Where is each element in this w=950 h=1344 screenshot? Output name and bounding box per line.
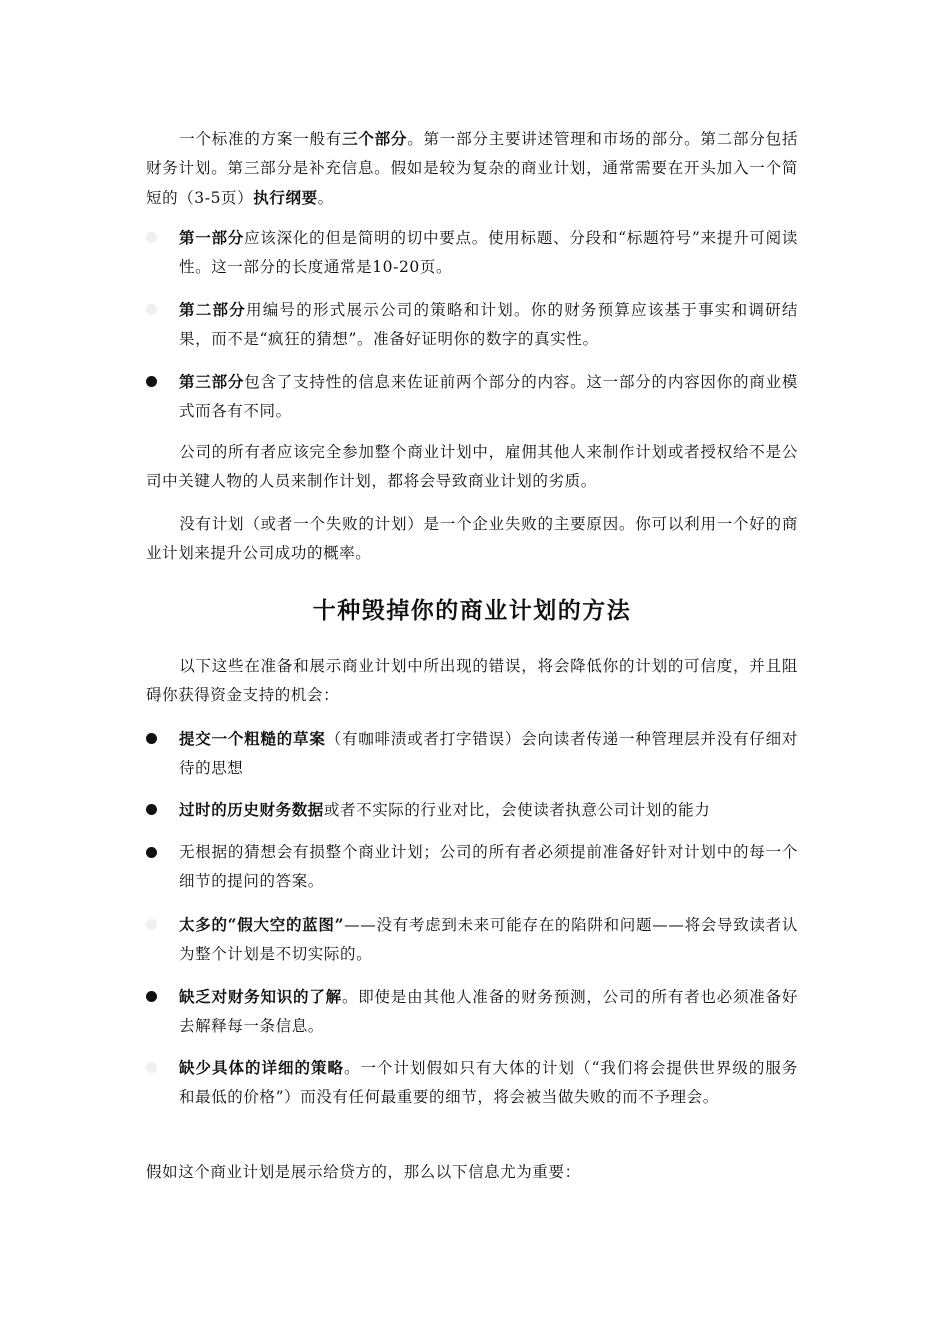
list-item-text [179,367,798,426]
list-item-body: 包含了支持性的信息来佐证前两个部分的内容。这一部分的内容因你的商业模式而各有不同。 [179,373,799,420]
list-item-body: 。即使是由其他人准备的财务预测，公司的所有者也必须准备好去解释每一条信息。 [179,988,798,1035]
no-plan-paragraph [146,510,798,568]
list-item-text [179,1053,798,1112]
list-item-body: 用编号的形式展示公司的策略和计划。你的财务预算应该基于事实和调研结果，而不是“疯狂的猜想”。准备好证明你的数字的真实性。 [179,301,798,348]
intro-bold-executive-summary: 执行纲要 [253,188,318,207]
intro-text-middle: 。第一部分主要讲述管理和市场的部分。第二部分包括财务计划。第三部分是补充信息。假如是较为复杂的商业计划，通常需要在开头加入一个简短的（3-5页） [146,130,798,207]
list-item-text [179,838,798,896]
bullet-icon [146,847,157,858]
list-item-bold: 缺乏对财务知识的了解 [179,987,342,1006]
intro-paragraph [146,124,798,213]
errors-intro-text: 以下这些在准备和展示商业计划中所出现的错误，将会降低你的计划的可信度，并且阻碍你获得资金支持的机会： [146,657,798,704]
list-item-bold: 第一部分 [179,228,245,247]
bullet-icon [146,1062,157,1073]
list-item-text [179,295,798,354]
list-item-text [179,910,798,969]
errors-intro-paragraph [146,652,798,710]
bullet-icon [146,232,157,243]
bullet-icon [146,376,157,387]
lender-paragraph [146,1158,798,1187]
list-item-text [179,724,798,783]
list-item-bold: 提交一个粗糙的草案 [179,729,326,748]
bullet-icon [146,991,157,1002]
list-item-body: 应该深化的但是简明的切中要点。使用标题、分段和“标题符号”来提升可阅读性。这一部分的长度通常是10-20页。 [179,229,798,276]
list-item-body: （有咖啡渍或者打字错误）会向读者传递一种管理层并没有仔细对待的思想 [179,730,798,777]
section-heading: 十种毁掉你的商业计划的方法 [312,597,632,624]
list-item-bold: 第三部分 [179,372,245,391]
no-plan-text: 没有计划（或者一个失败的计划）是一个企业失败的主要原因。你可以利用一个好的商业计划来提升公司成功的概率。 [146,515,798,562]
list-item-text [179,795,798,825]
intro-text-start: 一个标准的方案一般有 [179,130,343,148]
list-item-bold: 太多的“假大空的蓝图” [179,915,345,934]
list-item-body: 。一个计划假如只有大体的计划（“我们将会提供世界级的服务和最低的价格”）而没有任何最重要的细节，将会被当做失败的而不予理会。 [179,1059,798,1106]
list-item-text [179,982,798,1041]
owner-paragraph [146,438,798,496]
list-item-body: 或者不实际的行业对比，会使读者执意公司计划的能力 [323,801,711,819]
intro-text-end: 。 [317,189,334,207]
list-item-bold: 缺少具体的详细的策略 [179,1058,344,1077]
bullet-icon [146,733,157,744]
bullet-icon [146,304,157,315]
list-item-bold: 第二部分 [179,300,246,319]
owner-text: 公司的所有者应该完全参加整个商业计划中，雇佣其他人来制作计划或者授权给不是公司中关键人物的人员来制作计划，都将会导致商业计划的劣质。 [146,443,798,490]
list-item-body: ——没有考虑到未来可能存在的陷阱和问题——将会导致读者认为整个计划是不切实际的。 [179,916,798,963]
bullet-icon [146,919,157,930]
lender-text: 假如这个商业计划是展示给贷方的，那么以下信息尤为重要： [146,1163,581,1181]
intro-bold-three-parts: 三个部分 [342,129,408,148]
list-item-text [179,223,798,282]
list-item-bold: 过时的历史财务数据 [179,800,324,819]
list-item-body: 无根据的猜想会有损整个商业计划；公司的所有者必须提前准备好针对计划中的每一个细节的提问的答案。 [179,843,798,890]
bullet-icon [146,804,157,815]
